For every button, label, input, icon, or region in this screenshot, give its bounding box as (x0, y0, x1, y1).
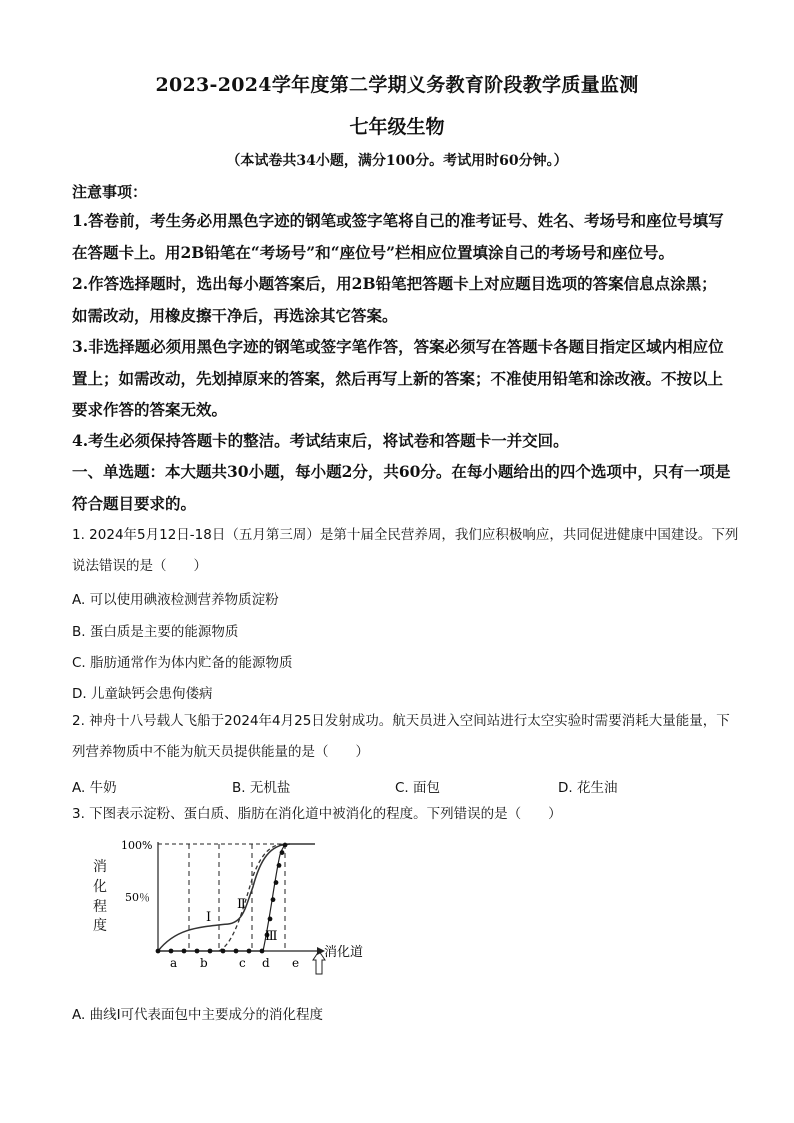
curve-label-2: Ⅱ (237, 897, 246, 912)
note-item-2: 2.作答选择题时，选出每小题答案后，用2B铅笔把答题卡上对应题目选项的答案信息点涂黑；如需改动，用橡皮擦干净后，再选涂其它答案。 (72, 274, 717, 325)
q1-option-b: B. 蛋白质是主要的能源物质 (72, 624, 239, 640)
curve-3-point (271, 897, 276, 902)
curve-3-point (274, 880, 279, 885)
note-item-1: 1.答卷前，考生务必用黑色字迹的钢笔或签字笔将自己的准考证号、姓名、考场号和座位号填写在答题卡上。用2B铅笔在“考场号”和“座位号”栏相应位置填涂自己的考场号和座位号。 (72, 211, 724, 262)
ylabel-char-2: 化 (93, 879, 107, 895)
x-axis-label: 消化道 (324, 945, 364, 960)
exam-subject: 七年级生物 (349, 116, 445, 138)
notes-heading: 注意事项： (72, 183, 148, 201)
ylabel-char-3: 程 (93, 899, 107, 915)
q2-option-b: B. 无机盐 (232, 780, 291, 796)
curve-3-point (156, 949, 161, 954)
curve-3-point (268, 917, 273, 922)
q1-option-a: A. 可以使用碘液检测营养物质淀粉 (72, 592, 279, 608)
curve-label-1: Ⅰ (206, 910, 212, 925)
q3-option-a: A. 曲线Ⅰ可代表面包中主要成分的消化程度 (72, 1007, 324, 1023)
curve-3-point (208, 949, 213, 954)
curve-3-point (283, 843, 288, 848)
curve-3-point (221, 949, 226, 954)
y-tick-50: 50％ (125, 891, 150, 904)
x-label-c: c (239, 956, 246, 970)
q1-option-d: D. 儿童缺钙会患佝偻病 (72, 686, 213, 702)
curve-3-point (280, 850, 285, 855)
chart-svg (85, 836, 385, 976)
x-label-e: e (292, 956, 300, 970)
note-item-4: 4.考生必须保持答题卡的整洁。考试结束后，将试卷和答题卡一并交回。 (72, 431, 569, 450)
curve-3-point (169, 949, 174, 954)
ylabel-char-4: 度 (93, 918, 107, 934)
q2-option-c: C. 面包 (395, 780, 441, 796)
x-label-b: b (200, 956, 208, 970)
ylabel-char-1: 消 (93, 859, 107, 875)
exam-info: （本试卷共34小题，满分100分。考试用时60分钟。） (226, 153, 568, 169)
question-1-stem: 1. 2024年5月12日-18日（五月第三周）是第十届全民营养周，我们应积极响应，共同促进健康中国建设。下列说法错误的是（ ） (72, 527, 739, 574)
x-label-d: d (262, 956, 270, 970)
y-tick-100: 100% (121, 839, 153, 852)
note-item-3: 3.非选择题必须用黑色字迹的钢笔或签字笔作答，答案必须写在答题卡各题目指定区域内相应位置上；如需改动，先划掉原来的答案，然后再写上新的答案；不准使用铅笔和涂改液。不按以上要求作答的答案无效。 (72, 337, 724, 419)
curve-3-point (247, 949, 252, 954)
exam-title: 2023-2024学年度第二学期义务教育阶段教学质量监测 (155, 74, 639, 96)
q2-option-a: A. 牛奶 (72, 780, 117, 796)
question-3-stem: 3. 下图表示淀粉、蛋白质、脂肪在消化道中被消化的程度。下列错误的是（ ） (72, 806, 562, 822)
curve-3-point (260, 949, 265, 954)
digestion-chart (85, 836, 385, 976)
section-heading: 一、单选题：本大题共30小题，每小题2分，共60分。在每小题给出的四个选项中，只有一项是符合题目要求的。 (72, 462, 731, 513)
curve-3-point (277, 863, 282, 868)
curve-3-point (195, 949, 200, 954)
curve-label-3: Ⅲ (265, 929, 278, 944)
x-label-a: a (170, 956, 178, 970)
curve-3-point (182, 949, 187, 954)
q2-option-d: D. 花生油 (558, 780, 618, 796)
q1-option-c: C. 脂肪通常作为体内贮备的能源物质 (72, 655, 293, 671)
curve-3-point (234, 949, 239, 954)
question-2-stem: 2. 神舟十八号载人飞船于2024年4月25日发射成功。航天员进入空间站进行太空实验时需要消耗大量能量，下列营养物质中不能为航天员提供能量的是（ ） (72, 713, 730, 760)
